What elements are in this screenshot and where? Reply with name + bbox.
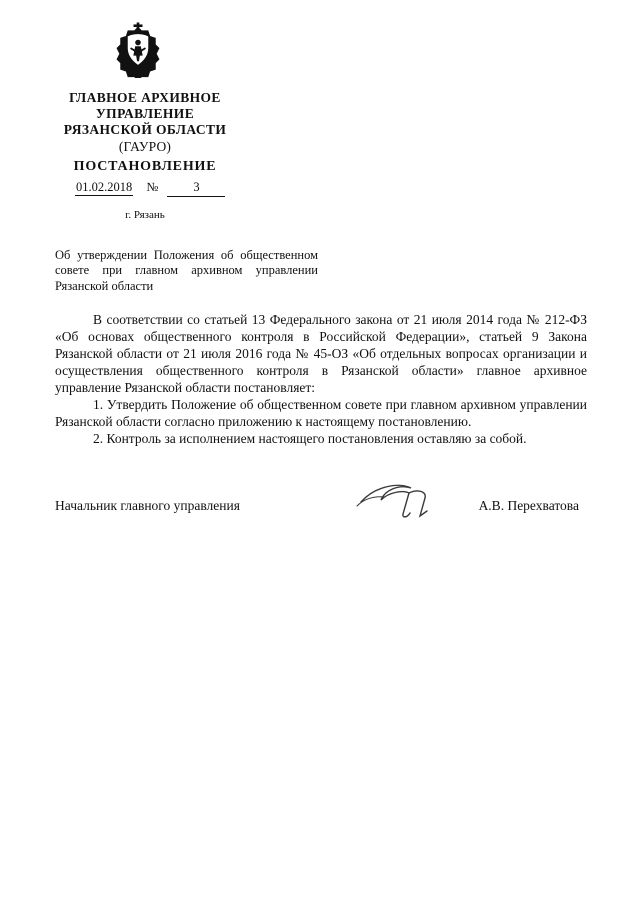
- org-name-line: РЯЗАНСКОЙ ОБЛАСТИ: [63, 121, 227, 137]
- coat-of-arms-icon: [110, 22, 166, 78]
- number-sign: №: [146, 180, 159, 194]
- document-type-title: ПОСТАНОВЛЕНИЕ: [73, 158, 217, 174]
- document-subject: Об утверждении Положения об общественном совете при главном архивном управлении Рязанской области: [55, 248, 318, 293]
- org-abbreviation: (ГАУРО): [118, 138, 172, 154]
- body-paragraph: В соответствии со статьей 13 Федерального закона от 21 июля 2014 года № 212-ФЗ «Об основах общественного контроля в Российской Федерации», статьей 9 Закона Рязанской области от 21 июля 2016 года № 45-ОЗ «Об отдельных вопросах организации и осуществления общественного контроля в Рязанской области» главное архивное управление Рязанской области постановляет:: [55, 312, 587, 395]
- document-place: г. Рязань: [125, 209, 165, 221]
- document-body: [55, 311, 587, 447]
- body-paragraph: 1. Утвердить Положение об общественном совете при главном архивном управлении Рязанской области согласно приложению к настоящему постановлению.: [55, 397, 587, 429]
- signer-position: Начальник главного управления: [55, 498, 240, 513]
- document-date: 01.02.2018: [76, 180, 133, 194]
- org-name-line: УПРАВЛЕНИЕ: [95, 105, 195, 121]
- org-name-line: ГЛАВНОЕ АРХИВНОЕ: [69, 90, 221, 105]
- org-header: [28, 90, 262, 175]
- signer-name: А.В. Перехватова: [478, 498, 579, 513]
- date-number-row: [75, 180, 225, 197]
- body-paragraph: 2. Контроль за исполнением настоящего постановления оставляю за собой.: [93, 431, 527, 446]
- document-number: 3: [167, 180, 225, 197]
- handwritten-signature: [355, 480, 439, 524]
